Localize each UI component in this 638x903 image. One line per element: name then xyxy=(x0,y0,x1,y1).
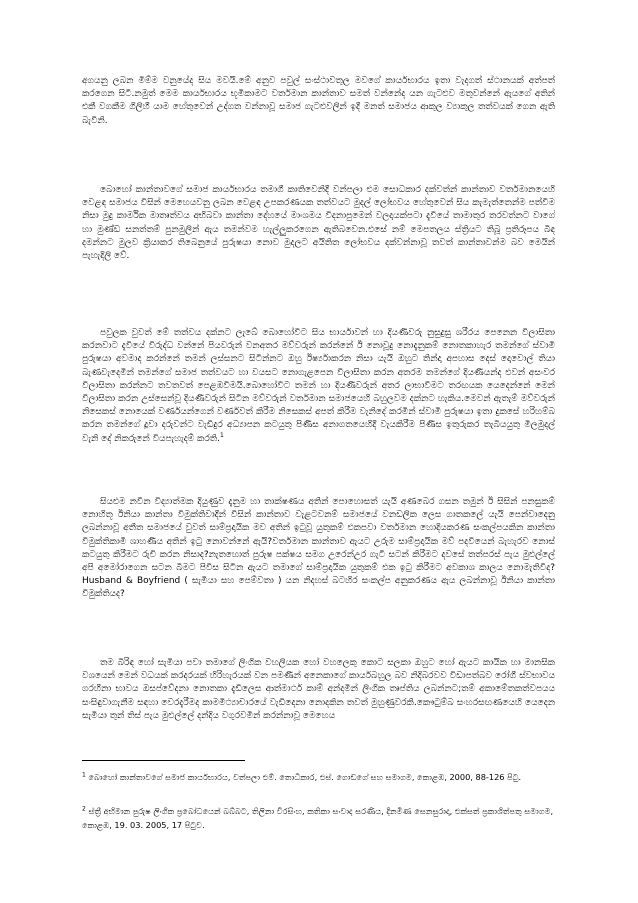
footnote-reference-1[interactable]: 1 xyxy=(219,431,224,439)
paragraph-5 xyxy=(82,657,555,723)
paragraph-4: සියළුම නවීන විද්‍යාත්මක දියුණුව දැනුම හා තාක්ෂණය අතින් පොහොසත් යැයි අණබෙර ගසන තමුන් ඊ සිසින් පනසුකම් නොහිතූ ඊනියා කාන්තා විමුක්තිවාදීන් විසින් කාන්තාව වැළටවනම් සමාජයේ වනඩලික ලෙස ගාතකලේ යැයි පෙන්වාදෙනු ලබන්නාවූ අතීත සමාජයේ වුවත් සාම්ප්‍රදායික මව අතින් ඉටුවූ යුතුකම් එකපවා වර්තමාන හොදියකරණ සංකල්පයකින කාන්තා විමුක්තිකාමී ශාහණිය අතින් ඉටු නොවන්නේ ඇයි?වර්තමාන කාන්තාව ඇයට උරුම සාම්ප්‍රදායික මව් පදවියෙන් බැහැරව නොස් කටයුතු කිරීමට රුචි කරන නිසාද?නැතහොත් පුරුෂ පක්ෂය සමග උරෙන්උර ගැටී සටන් කිරීමට දවසේ තත්පරස් පැය මුළුල්ලේ අපි අමෝරාගෙන සටන බිමට පිවිස සිටින ඇයට තමාගේ සාම්ප්‍රදායික යුතුකම් එක ඉටු කිරීමට අවකාශ කාලය නොමැතිවීද?Husband & Boyfriend ( සැමියා සහ පෙම්වතා ) යන නිදහස් බටහිර සංකල්ප අනුකරණය ඇය ලබන්නාවූ ඊනියා කාන්තා විමුක්තියද? xyxy=(82,497,555,600)
footnote-divider xyxy=(82,760,245,761)
footnote-1 xyxy=(82,770,555,784)
paragraph-2-text: බොහෝ කාන්තාවගේ සමාජ කාර්යභාරය තමාගී කාතිවෙනිදී වන්පලා එම සොධකාර දක්වත්න් කාන්තාව වර්තමානයෙහි වෙළඳ සමාජය විසින් මෙහෙයවනු ලබන වෙළඳ උපකරණයක තත්වයට මුදල් ලෝභවය හේතුවෙන් සිය කැමැත්තෙන්ම පත්වීම නිසා මුදු කාර්මික මාතෘත්වය අභිබවා කාන්තා දේහයේ මාංශමය විදනාපුමෙන් වලදායක්පටා දැවියේ තාමාතුර තරවත්නට වාගේ හා මුණ්ඩ සනත්තම් පුනමුලින් ඇය තමන්වම හැල්ලුකරගෙන ඇතිබවෙන.එසේ නම් මෙපතලය ස්ත්‍රියට තිබූ ප්‍රතිරූපය බිඳ දමන්නට මුලව ක්‍රියාකර තිබෙනුයේ පුරුෂයා නොව මුදලට අයිතිත ලෝභවය දක්වන්නාවූ තවත් කාන්තාවන්ම බව මෙයින් පැහැදිලි වේ. xyxy=(82,185,555,262)
paragraph-3-text: පවුලක වුවත් මේ තත්වය දක්නට ලැබේ බොහෝවිට සිය භාර්යාවන් හා දියණිවරු නුසුදුසු ශරීරය පෙනෙන විලාසිතා කරනවාට දැවියේ විරුද්ධ වන්නේ පියවරුන් වනඅතර මව්වරුන් කරන්නේ ඊ නොවූදු නොදැනුකම් නොතකාහැර තමන්ගේ ස්වාමි පුරුෂයා අවමාද කරන්නේ තමන් ලස්සනට සිටින්නට ඔහු ඊර්ෂ්‍යාකරන නිසා යැයි ඔහුට තින්දා අපහාස දෙස් දොවොල් තියා බැණවැදෙමින් තමන්ගේ සමාජ තත්වයට හා වයසට නොගැළපෙන විලාසිතා කරන අතරම තමන්ගේ දියණියන්ද එවන් අසංවර විලාසිතා කරන්නට තවතවත් පෙළඹවිමයි.බොහෝවිට තමන් හා දියණිවරුන් අතර ලාභාවීමට තරඟයක යෙදෙන්නේ මෙන් විලාසිතා කරන උස්සෙන්වූ දියණිවරුන් සිටින මව්වරුන් වර්තමාන සමාජයෙහි බහුලවම දක්නට හැකිය.මෙවන් ඇතැම් මව්වරුන් නිසෙකස් නොයෙක් වර්ණයන්ගෙන් වර්ණවත් කිරීම නිසෙකස් අපත් කිරීම වැනිදේ කරමින් ස්වාමි පුරුෂයා ඉතා දුකසේ හරිහම්බ කරන තමන්ගේ දූවා දරුවන්ට වැඩිදුර අධ්‍යාපන කටයුතු පිණිස අනාගතයෙහිදී වැයකිරීම පිණිස ඉතුරුකර තැබියයුතු මිලමුදල් වැනි දේ නිකරුනේ වියපැහැදම් කරති. xyxy=(82,328,555,444)
footnote-1-text: බොහෝ කාන්තාවගේ සමාජ කාර්යභාරය, වත්පලා එම්. තොධිකාර, එස්. ගොඩගේ සහ සමාගම, කොළඹ, 2000, 88-126 පිටු. xyxy=(88,772,522,782)
footnote-2-number: 2 xyxy=(82,805,86,813)
paragraph-1: අගයනු ලබන මිම්ම වනුයේද සිය මවයි.මේ අනුව පවුල් සංස්ථාවතුල මවගේ කාර්යභාරය ඉතා වැදගත් ස්ථානයක් අත්පත් කරගෙන සිටී.නමුත් මෙම කාර්යභාරය භූමිකාමට වර්තමාන කාන්තාව සමත් වන්නේද යන ගැටළුව මතුවන්නේ ඇයගේ අතින් එකී වගකීම ගිලිහී යාම හේතුවෙන් උද්ගත වන්නාවූ සමාජ ගැටළුවලින් ඉදී මනත් සමාජය ආකුල ව්‍යාකුල තත්වයක් ගෙන ඇති බැවිනි. xyxy=(82,76,555,126)
footnote-1-number: 1 xyxy=(82,771,86,779)
paragraph-2 xyxy=(82,184,555,263)
footnote-2 xyxy=(82,804,555,832)
paragraph-5-text: තම බිරිඳ හෝ සැමියා පවා තමාගේ ලිංගික වහලියක හෝ වහලෙකු කොට සලකා ඔහුට හෝ ඇයට කායික හා මානසික වශයෙන් මෙන් වධයක් කරදරයක් හිරිහැරයක් වන පමණින් අනෙකාගේ කාර්යබහුල බව නිදිබරවව විඩාපත්බව රෝගී ස්වභාවය ගරහීනා භාවය ඔසප්වේදනා නොතකා දැඩිලෙස ආත්මාර්ථ කාම් අන්දමින් ලිංගික තෘප්තිය ලබන්නට;තම් අකාමේතකත්වපයය සංසිඳුවාගැනීම සඳහා වෙරදැරීමද කාමමිථ්‍යාචාරයේ වැඩිදෙනා නොදකින තවත් මුහුණුවරකි.කෞටුම්බ සංහරසඟණයෙහි යෙදෙන සැමියා තුන් තිස් පැය මුළුල්ලේ දන්දිය වගුරවමින් කරන්නාවූ මෙහෙය xyxy=(82,658,555,721)
paragraph-3 xyxy=(82,327,555,446)
footnote-2-text: ස්ත්‍රී අභිමාන පුරුෂ ලිංගික ප්‍රබෝධයෙන් බබ්බට, තිලිනා වීරසිංහ, කතිකා සංවාද සරණිය, දිනමිණ සෙනසුරාදා, එක්සත් ප්‍රකාශිත්පතු සමාගම, කොළඹ, 19. 03. 2005, 17 පිටුව. xyxy=(82,806,554,830)
